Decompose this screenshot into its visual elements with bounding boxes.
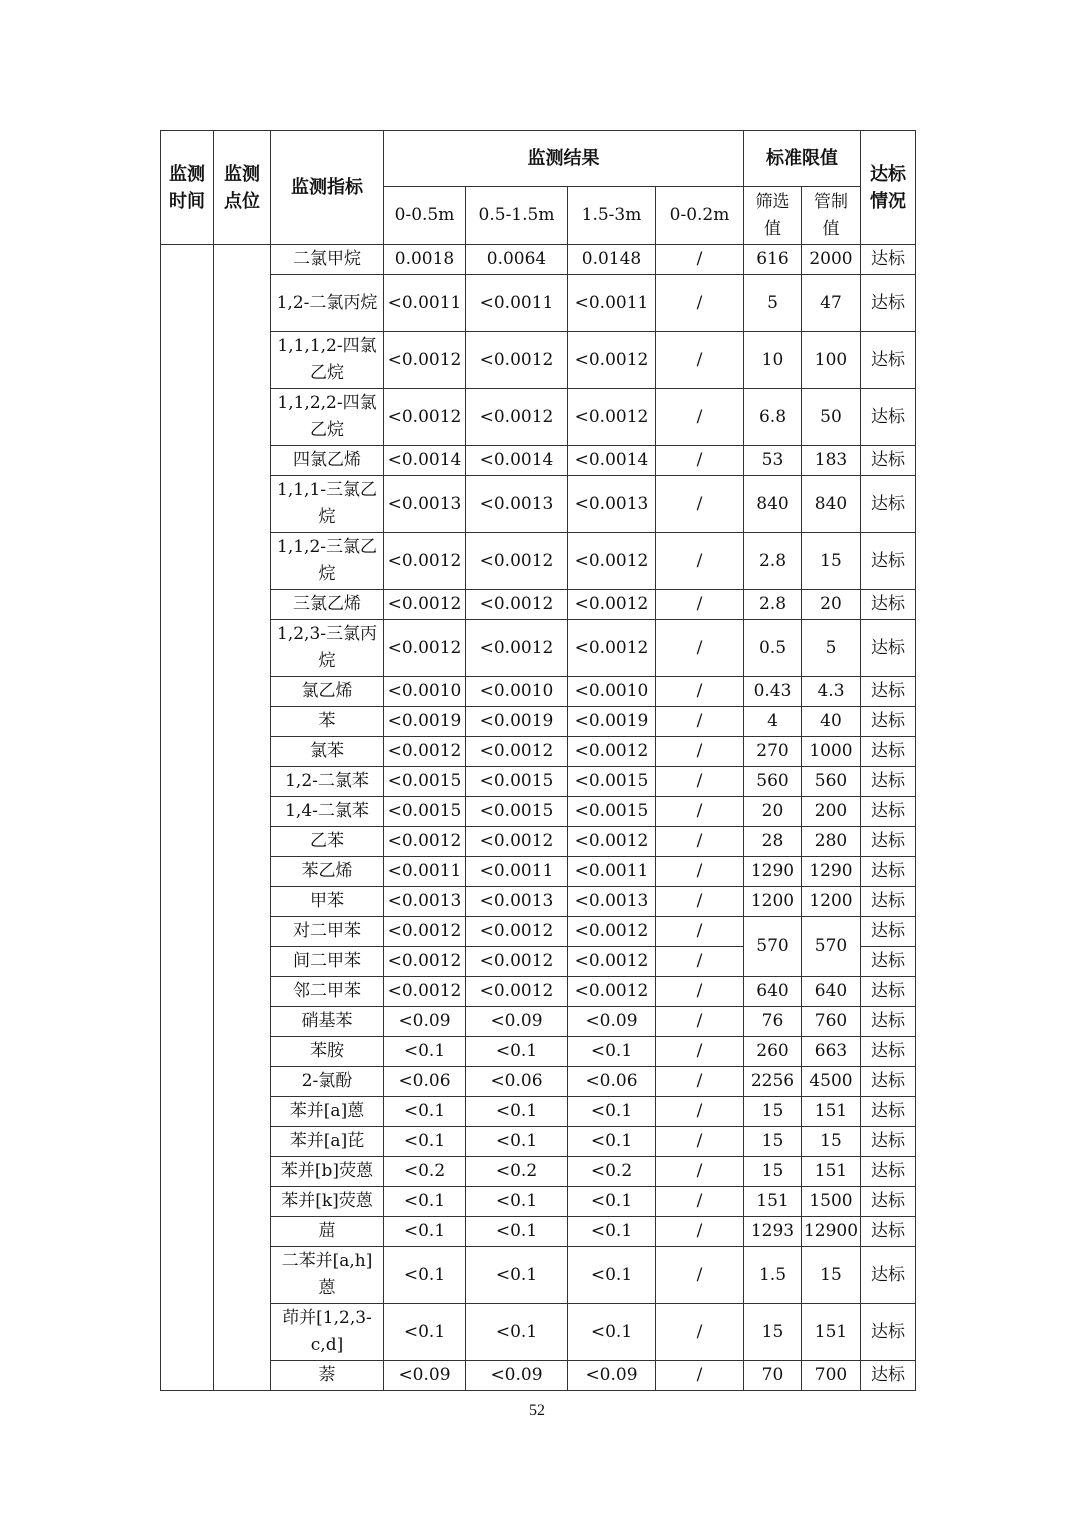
indicator-name: 苯并[a]蒽 [271,1097,384,1127]
result-value: <0.0019 [568,707,656,737]
result-value: / [656,887,744,917]
result-value: / [656,1304,744,1361]
header-depth-2: 1.5-3m [568,187,656,245]
control-value: 1000 [802,737,861,767]
result-value: <0.0015 [568,767,656,797]
compliance-status: 达标 [861,677,916,707]
result-value: <0.0011 [384,275,466,332]
result-value: <0.0015 [466,797,568,827]
screening-value: 5 [744,275,802,332]
control-value: 183 [802,446,861,476]
screening-value: 1.5 [744,1247,802,1304]
table-row [161,767,916,797]
control-value: 560 [802,767,861,797]
result-value: <0.0011 [568,275,656,332]
result-value: 0.0148 [568,245,656,275]
compliance-status: 达标 [861,332,916,389]
result-value: <0.1 [384,1127,466,1157]
result-value: <0.0019 [384,707,466,737]
table-row [161,332,916,389]
table-row [161,737,916,767]
header-depth-0: 0-0.5m [384,187,466,245]
result-value: 0.0018 [384,245,466,275]
result-value: <0.06 [568,1067,656,1097]
result-value: / [656,1247,744,1304]
control-value: 570 [802,917,861,977]
indicator-name: 邻二甲苯 [271,977,384,1007]
result-value: <0.0012 [568,332,656,389]
indicator-name: 苯胺 [271,1037,384,1067]
control-value: 151 [802,1097,861,1127]
table-row [161,1067,916,1097]
table-row [161,977,916,1007]
result-value: / [656,947,744,977]
result-value: <0.1 [568,1247,656,1304]
table-row [161,677,916,707]
screening-value: 270 [744,737,802,767]
compliance-status: 达标 [861,1304,916,1361]
indicator-name: 硝基苯 [271,1007,384,1037]
result-value: <0.0012 [384,389,466,446]
result-value: <0.1 [568,1217,656,1247]
indicator-name: 苯并[k]荧蒽 [271,1187,384,1217]
table-row [161,1247,916,1304]
control-value: 760 [802,1007,861,1037]
screening-value: 70 [744,1361,802,1391]
result-value: <0.2 [466,1157,568,1187]
header-monitoring-indicator: 监测指标 [271,131,384,245]
indicator-name: 间二甲苯 [271,947,384,977]
result-value: <0.1 [466,1217,568,1247]
control-value: 12900 [802,1217,861,1247]
result-value: / [656,389,744,446]
compliance-status: 达标 [861,1097,916,1127]
result-value: <0.0012 [466,917,568,947]
compliance-status: 达标 [861,620,916,677]
result-value: / [656,857,744,887]
screening-value: 260 [744,1037,802,1067]
result-value: <0.0013 [466,476,568,533]
result-value: <0.1 [466,1187,568,1217]
result-value: <0.0015 [384,767,466,797]
compliance-status: 达标 [861,947,916,977]
result-value: <0.0013 [568,887,656,917]
indicator-name: 1,1,2,2-四氯乙烷 [271,389,384,446]
result-value: <0.0013 [466,887,568,917]
result-value: <0.0015 [466,767,568,797]
result-value: <0.0012 [466,332,568,389]
compliance-status: 达标 [861,917,916,947]
control-value: 50 [802,389,861,446]
result-value: / [656,1097,744,1127]
control-value: 100 [802,332,861,389]
indicator-name: 三氯乙烯 [271,590,384,620]
result-value: <0.0013 [384,476,466,533]
result-value: <0.0012 [568,620,656,677]
table-row [161,389,916,446]
compliance-status: 达标 [861,1007,916,1037]
compliance-status: 达标 [861,590,916,620]
result-value: <0.1 [384,1097,466,1127]
result-value: <0.1 [466,1037,568,1067]
result-value: / [656,707,744,737]
screening-value: 0.43 [744,677,802,707]
compliance-status: 达标 [861,275,916,332]
result-value: <0.0012 [568,737,656,767]
result-value: <0.09 [568,1007,656,1037]
control-value: 5 [802,620,861,677]
result-value: <0.09 [568,1361,656,1391]
indicator-name: 苯乙烯 [271,857,384,887]
compliance-status: 达标 [861,1067,916,1097]
compliance-status: 达标 [861,389,916,446]
indicator-name: 1,2,3-三氯丙烷 [271,620,384,677]
result-value: / [656,737,744,767]
compliance-status: 达标 [861,476,916,533]
result-value: <0.0012 [466,737,568,767]
control-value: 151 [802,1157,861,1187]
monitoring-time-cell [161,245,214,1391]
screening-value: 1293 [744,1217,802,1247]
result-value: <0.0013 [384,887,466,917]
result-value: <0.1 [568,1304,656,1361]
indicator-name: 氯乙烯 [271,677,384,707]
compliance-status: 达标 [861,446,916,476]
indicator-name: 甲苯 [271,887,384,917]
table-body [161,245,916,1391]
control-value: 1500 [802,1187,861,1217]
table-row [161,1304,916,1361]
indicator-name: 苯 [271,707,384,737]
result-value: <0.0012 [466,827,568,857]
result-value: <0.0012 [568,389,656,446]
control-value: 840 [802,476,861,533]
table-row [161,1187,916,1217]
result-value: / [656,476,744,533]
indicator-name: 苯并[b]荧蒽 [271,1157,384,1187]
screening-value: 1200 [744,887,802,917]
control-value: 4500 [802,1067,861,1097]
result-value: <0.0011 [568,857,656,887]
screening-value: 560 [744,767,802,797]
table-row [161,1127,916,1157]
compliance-status: 达标 [861,707,916,737]
header-screening-value: 筛选 值 [744,187,802,245]
indicator-name: 四氯乙烯 [271,446,384,476]
result-value: <0.0012 [384,917,466,947]
control-value: 20 [802,590,861,620]
result-value: <0.06 [384,1067,466,1097]
result-value: <0.1 [466,1247,568,1304]
screening-value: 4 [744,707,802,737]
result-value: / [656,1007,744,1037]
result-value: <0.0012 [568,917,656,947]
result-value: <0.0019 [466,707,568,737]
result-value: / [656,917,744,947]
result-value: <0.1 [466,1127,568,1157]
table-row [161,476,916,533]
result-value: <0.0010 [568,677,656,707]
indicator-name: 对二甲苯 [271,917,384,947]
table-row [161,1097,916,1127]
result-value: <0.0012 [466,590,568,620]
screening-value: 2.8 [744,590,802,620]
screening-value: 20 [744,797,802,827]
result-value: <0.09 [466,1007,568,1037]
screening-value: 53 [744,446,802,476]
result-value: <0.06 [466,1067,568,1097]
monitoring-results-table [160,130,916,1391]
monitoring-point-cell [214,245,271,1391]
result-value: <0.1 [466,1097,568,1127]
indicator-name: 茚并[1,2,3-c,d] [271,1304,384,1361]
result-value: <0.0012 [466,620,568,677]
result-value: / [656,1187,744,1217]
compliance-status: 达标 [861,1247,916,1304]
compliance-status: 达标 [861,767,916,797]
result-value: <0.1 [568,1187,656,1217]
compliance-status: 达标 [861,977,916,1007]
control-value: 700 [802,1361,861,1391]
table-row [161,827,916,857]
table-row [161,857,916,887]
result-value: <0.0012 [384,533,466,590]
compliance-status: 达标 [861,1157,916,1187]
result-value: 0.0064 [466,245,568,275]
result-value: <0.0010 [466,677,568,707]
result-value: <0.0015 [384,797,466,827]
control-value: 640 [802,977,861,1007]
indicator-name: 1,4-二氯苯 [271,797,384,827]
indicator-name: 1,2-二氯丙烷 [271,275,384,332]
result-value: <0.1 [384,1247,466,1304]
screening-value: 10 [744,332,802,389]
result-value: / [656,977,744,1007]
page-number: 52 [529,1402,545,1419]
table-row [161,797,916,827]
control-value: 151 [802,1304,861,1361]
result-value: / [656,767,744,797]
result-value: <0.0011 [466,275,568,332]
indicator-name: 二苯并[a,h]蒽 [271,1247,384,1304]
control-value: 15 [802,533,861,590]
result-value: <0.0012 [466,389,568,446]
indicator-name: 1,1,2-三氯乙烷 [271,533,384,590]
result-value: <0.0012 [384,620,466,677]
compliance-status: 达标 [861,1361,916,1391]
compliance-status: 达标 [861,797,916,827]
result-value: <0.09 [384,1361,466,1391]
compliance-status: 达标 [861,827,916,857]
result-value: <0.1 [384,1304,466,1361]
table-row [161,533,916,590]
control-value: 1290 [802,857,861,887]
indicator-name: 1,1,1-三氯乙烷 [271,476,384,533]
result-value: <0.0011 [384,857,466,887]
control-value: 4.3 [802,677,861,707]
compliance-status: 达标 [861,1187,916,1217]
result-value: <0.2 [568,1157,656,1187]
screening-value: 0.5 [744,620,802,677]
result-value: <0.0012 [466,947,568,977]
result-value: <0.09 [384,1007,466,1037]
result-value: <0.0012 [568,827,656,857]
result-value: <0.0012 [466,977,568,1007]
result-value: <0.0012 [568,947,656,977]
result-value: <0.0012 [384,590,466,620]
result-value: <0.0010 [384,677,466,707]
compliance-status: 达标 [861,1127,916,1157]
result-value: <0.1 [466,1304,568,1361]
result-value: <0.2 [384,1157,466,1187]
result-value: <0.0015 [568,797,656,827]
result-value: <0.0012 [384,737,466,767]
result-value: / [656,590,744,620]
screening-value: 15 [744,1157,802,1187]
table-row [161,1217,916,1247]
result-value: <0.0012 [568,977,656,1007]
result-value: / [656,1127,744,1157]
header-monitoring-time: 监测 时间 [161,131,214,245]
screening-value: 151 [744,1187,802,1217]
result-value: / [656,1217,744,1247]
compliance-status: 达标 [861,737,916,767]
indicator-name: 1,2-二氯苯 [271,767,384,797]
indicator-name: 1,1,1,2-四氯乙烷 [271,332,384,389]
result-value: <0.0012 [384,947,466,977]
result-value: / [656,827,744,857]
indicator-name: 乙苯 [271,827,384,857]
compliance-status: 达标 [861,887,916,917]
screening-value: 616 [744,245,802,275]
screening-value: 15 [744,1097,802,1127]
result-value: / [656,275,744,332]
screening-value: 2.8 [744,533,802,590]
screening-value: 28 [744,827,802,857]
result-value: <0.0013 [568,476,656,533]
screening-value: 15 [744,1127,802,1157]
compliance-status: 达标 [861,1217,916,1247]
result-value: <0.0012 [384,827,466,857]
table-row [161,620,916,677]
result-value: / [656,332,744,389]
indicator-name: 䓛 [271,1217,384,1247]
screening-value: 15 [744,1304,802,1361]
compliance-status: 达标 [861,1037,916,1067]
screening-value: 570 [744,917,802,977]
indicator-name: 氯苯 [271,737,384,767]
table-row [161,275,916,332]
screening-value: 2256 [744,1067,802,1097]
header-compliance-status: 达标 情况 [861,131,916,245]
result-value: <0.0012 [568,590,656,620]
control-value: 200 [802,797,861,827]
table-row [161,590,916,620]
control-value: 280 [802,827,861,857]
result-value: / [656,1361,744,1391]
control-value: 47 [802,275,861,332]
compliance-status: 达标 [861,245,916,275]
result-value: / [656,797,744,827]
screening-value: 640 [744,977,802,1007]
table-row [161,446,916,476]
screening-value: 840 [744,476,802,533]
result-value: <0.0014 [568,446,656,476]
table-row [161,1037,916,1067]
result-value: <0.1 [384,1217,466,1247]
table-row [161,1007,916,1037]
result-value: / [656,245,744,275]
result-value: <0.1 [568,1097,656,1127]
compliance-status: 达标 [861,857,916,887]
table-row [161,1361,916,1391]
screening-value: 6.8 [744,389,802,446]
table-row [161,245,916,275]
result-value: <0.1 [568,1037,656,1067]
table-row [161,887,916,917]
header-depth-1: 0.5-1.5m [466,187,568,245]
compliance-status: 达标 [861,533,916,590]
table-row [161,1157,916,1187]
result-value: <0.0012 [384,332,466,389]
control-value: 2000 [802,245,861,275]
result-value: <0.0012 [568,533,656,590]
result-value: / [656,620,744,677]
indicator-name: 二氯甲烷 [271,245,384,275]
header-monitoring-point: 监测 点位 [214,131,271,245]
control-value: 663 [802,1037,861,1067]
indicator-name: 苯并[a]芘 [271,1127,384,1157]
result-value: <0.0014 [466,446,568,476]
result-value: <0.09 [466,1361,568,1391]
result-value: <0.1 [568,1127,656,1157]
result-value: <0.0012 [466,533,568,590]
control-value: 40 [802,707,861,737]
header-standard-limits: 标准限值 [744,131,861,187]
result-value: / [656,1067,744,1097]
table-row [161,707,916,737]
screening-value: 76 [744,1007,802,1037]
result-value: / [656,1037,744,1067]
header-depth-3: 0-0.2m [656,187,744,245]
result-value: <0.0011 [466,857,568,887]
header-control-value: 管制 值 [802,187,861,245]
control-value: 15 [802,1247,861,1304]
table-row [161,917,916,947]
screening-value: 1290 [744,857,802,887]
result-value: <0.0014 [384,446,466,476]
result-value: <0.1 [384,1037,466,1067]
header-monitoring-results: 监测结果 [384,131,744,187]
indicator-name: 2-氯酚 [271,1067,384,1097]
result-value: / [656,1157,744,1187]
result-value: <0.0012 [384,977,466,1007]
result-value: <0.1 [384,1187,466,1217]
result-value: / [656,533,744,590]
control-value: 15 [802,1127,861,1157]
control-value: 1200 [802,887,861,917]
result-value: / [656,677,744,707]
indicator-name: 萘 [271,1361,384,1391]
result-value: / [656,446,744,476]
